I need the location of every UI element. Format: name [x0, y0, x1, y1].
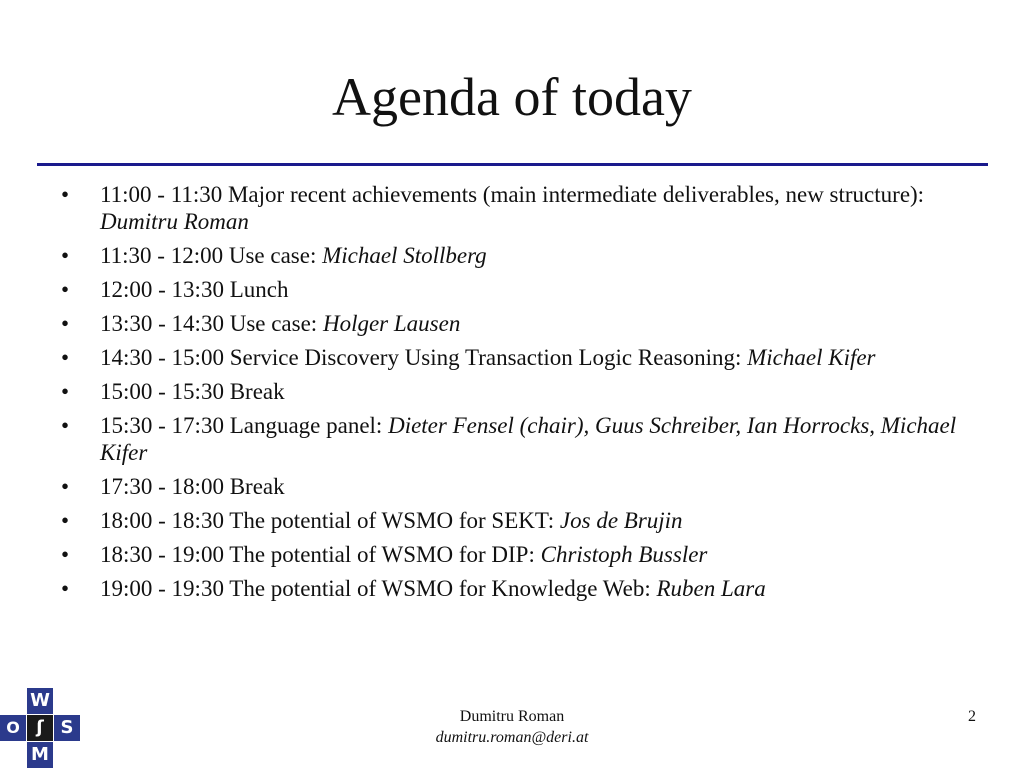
agenda-item [55, 575, 1005, 602]
footer-author: Dumitru Roman [459, 708, 565, 725]
agenda-text: Use case: [228, 243, 317, 268]
slide-title: Agenda of today [332, 67, 692, 127]
agenda-item [55, 507, 1005, 534]
agenda-time: 17:30 - 18:00 [100, 474, 224, 499]
wsmo-logo [0, 688, 80, 768]
agenda-item [55, 541, 1005, 568]
bullet-icon: • [61, 345, 70, 370]
agenda-speaker: Michael Stollberg [322, 243, 487, 268]
bullet-icon: • [61, 182, 70, 207]
agenda-time: 13:30 - 14:30 [100, 311, 224, 336]
agenda-item [55, 412, 1005, 466]
agenda-text: Use case: [229, 311, 318, 336]
logo-tile-right: S [54, 715, 80, 741]
agenda-item [55, 378, 1005, 405]
slide-footer [362, 706, 662, 748]
logo-tile-center: ʃ [27, 715, 53, 741]
agenda-time: 14:30 - 15:00 [100, 345, 224, 370]
agenda-item [55, 344, 1005, 371]
agenda-time: 12:00 - 13:30 [100, 277, 224, 302]
agenda-time: 11:30 - 12:00 [100, 243, 224, 268]
bullet-icon: • [61, 542, 70, 567]
agenda-time: 15:30 - 17:30 [100, 413, 224, 438]
agenda-time: 11:00 - 11:30 [100, 182, 223, 207]
agenda-speaker: Jos de Brujin [559, 508, 683, 533]
agenda-text: Lunch [229, 277, 289, 302]
agenda-time: 15:00 - 15:30 [100, 379, 224, 404]
agenda-item [55, 473, 1005, 500]
agenda-speaker: Dumitru Roman [100, 209, 249, 234]
agenda-time: 18:30 - 19:00 [100, 542, 224, 567]
bullet-icon: • [61, 413, 70, 438]
agenda-item [55, 242, 1005, 269]
logo-tile-bottom: M [27, 742, 53, 768]
agenda-item [55, 181, 1005, 235]
agenda-time: 19:00 - 19:30 [100, 576, 224, 601]
agenda-item [55, 310, 1005, 337]
bullet-icon: • [61, 576, 70, 601]
agenda-text: Major recent achievements (main intermediate deliverables, new structure): [227, 182, 925, 207]
agenda-speaker: Michael Kifer [747, 345, 876, 370]
bullet-icon: • [61, 311, 70, 336]
agenda-speaker: Ruben Lara [656, 576, 766, 601]
agenda-speaker: Christoph Bussler [540, 542, 708, 567]
bullet-icon: • [61, 508, 70, 533]
agenda-text: The potential of WSMO for DIP: [229, 542, 535, 567]
agenda-text: Service Discovery Using Transaction Logic Reasoning: [229, 345, 742, 370]
logo-tile-top: W [27, 688, 53, 714]
bullet-icon: • [61, 379, 70, 404]
agenda-text: Break [229, 474, 285, 499]
agenda-list [55, 181, 1005, 609]
agenda-speaker: Dieter Fensel (chair), Guus Schreiber, Ian Horrocks, Michael Kifer [100, 413, 957, 465]
bullet-icon: • [61, 277, 70, 302]
agenda-speaker: Holger Lausen [322, 311, 461, 336]
agenda-item [55, 276, 1005, 303]
agenda-text: The potential of WSMO for Knowledge Web: [229, 576, 651, 601]
page-number: 2 [968, 708, 976, 725]
footer-email: dumitru.roman@deri.at [435, 729, 589, 746]
title-divider [37, 163, 988, 166]
agenda-text: Break [229, 379, 285, 404]
bullet-icon: • [61, 243, 70, 268]
agenda-text: Language panel: [229, 413, 383, 438]
agenda-text: The potential of WSMO for SEKT: [229, 508, 555, 533]
agenda-time: 18:00 - 18:30 [100, 508, 224, 533]
logo-tile-left: O [0, 715, 26, 741]
bullet-icon: • [61, 474, 70, 499]
